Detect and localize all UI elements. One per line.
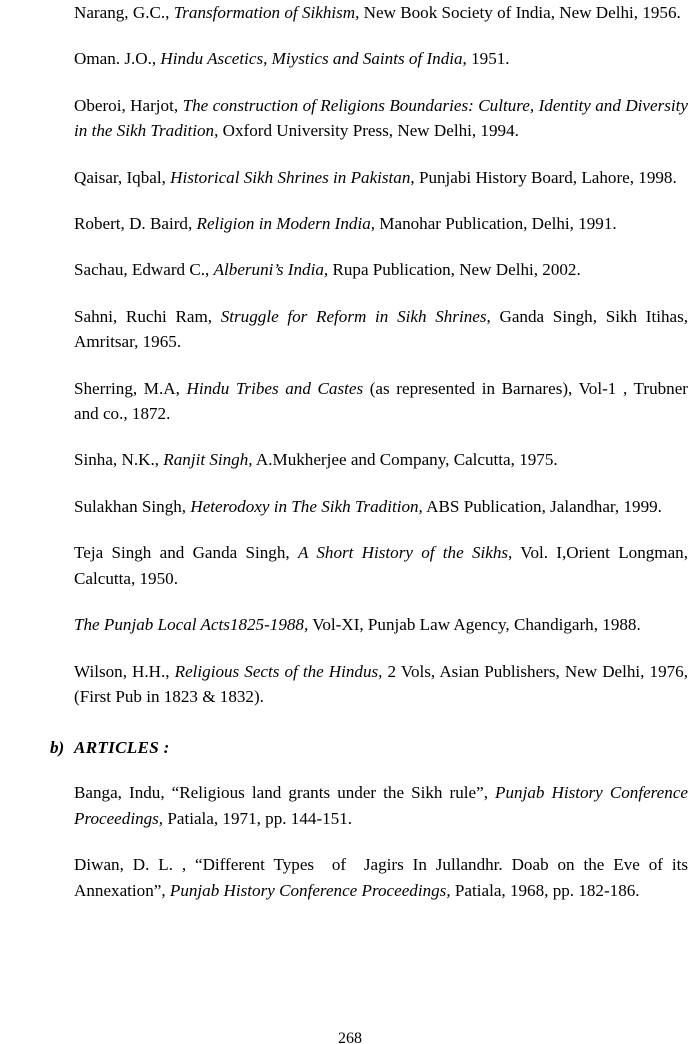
bibliography-entry-punjab-acts [74,612,688,637]
entry-publication: , 1951. [462,49,510,69]
entry-author: Wilson, H.H., [74,661,175,681]
entry-publication: Rupa Publication, New Delhi, 2002. [328,260,581,280]
entry-author: Teja Singh and Ganda Singh, [74,543,298,563]
entry-title: Ranjit Singh, [163,450,253,470]
entry-author: Oman. J.O., [74,49,161,69]
entry-title: The construction of Religions Boundaries: Culture, Identity and Diversity in the Sikh Tradition [74,95,693,141]
section-list-marker: b) [50,738,65,758]
entry-title: Alberuni’s India, [213,260,329,280]
bibliography-entry-sahni [74,304,692,355]
entry-title: Heterodoxy in The Sikh Tradition, [190,496,423,516]
entry-title: Punjab History Conference Proceedings, [74,783,693,828]
page-number: 268 [338,1030,362,1044]
entry-publication: A.Mukherjee and Company, Calcutta, 1975. [252,450,558,470]
entry-author: Narang, G.C., [74,3,174,22]
section-title-articles: ARTICLES : [74,738,170,758]
entry-author: Sahni, Ruchi Ram, [74,306,221,326]
bibliography-entry-sinha [74,447,688,472]
bibliography-entry-sulakhan [74,494,688,519]
bibliography-entry-banga [74,780,693,831]
bibliography-entry-diwan [74,852,692,903]
bibliography-entry-teja-singh [74,540,693,591]
entry-title: Hindu Ascetics, Miystics and Saints of India [160,49,463,69]
entry-title: Struggle for Reform in Sikh Shrines [220,306,487,326]
entry-author: Sinha, N.K., [74,450,164,470]
entry-author: Diwan, D. L. , “Different Types of Jagirs In Jullandhr. Doab on the Eve of its Annexation”, [74,855,692,900]
entry-author: Sachau, Edward C., [74,260,214,280]
entry-publication: , Ganda Singh, Sikh Itihas, Amritsar, 1965. [74,306,692,352]
entry-author: Robert, D. Baird, [74,214,197,234]
entry-publication: Patiala, 1971, pp. 144-151. [163,808,353,828]
bibliography-content [50,0,693,903]
entry-author: Oberoi, Harjot, [74,95,183,115]
entry-author: Sulakhan Singh, [74,496,191,516]
entry-title: Transformation of Sikhism, [173,3,360,22]
entry-author: Sherring, M.A, [74,378,187,398]
bibliography-entry-qaisar [74,165,688,190]
entry-publication: Manohar Publication, Delhi, 1991. [375,214,617,234]
bibliography-entry-oman [74,46,688,71]
entry-publication: (as represented in Barnares), Vol-1 , Trubner and co., 1872. [74,378,693,424]
entry-publication: , Punjabi History Board, Lahore, 1998. [410,167,677,187]
entry-author: Banga, Indu, “Religious land grants under the Sikh rule”, [74,783,496,803]
bibliography-entry-narang [74,0,688,25]
entry-title: The Punjab Local Acts1825-1988, [74,615,309,635]
entry-publication: Patiala, 1968, pp. 182-186. [450,880,640,900]
entry-title: A Short History of the Sikhs, [297,543,513,563]
entry-title: Hindu Tribes and Castes [186,378,364,398]
bibliography-entry-sherring [74,376,693,427]
entry-publication: Vol-XI, Punjab Law Agency, Chandigarh, 1988. [308,615,641,635]
entry-publication: ABS Publication, Jalandhar, 1999. [422,496,662,516]
entry-publication: , Oxford University Press, New Delhi, 1994. [214,121,519,141]
entry-author: Qaisar, Iqbal, [74,167,171,187]
entry-title: Historical Sikh Shrines in Pakistan [170,167,411,187]
entry-publication: 2 Vols, Asian Publishers, New Delhi, 1976, (First Pub in 1823 & 1832). [74,661,693,706]
bibliography-entry-sachau [74,257,688,282]
bibliography-entry-oberoi [74,93,693,144]
entry-publication: Vol. I,Orient Longman, Calcutta, 1950. [74,543,693,588]
entry-title: Religious Sects of the Hindus, [174,661,383,681]
bibliography-entry-robert [74,211,688,236]
entry-title: Punjab History Conference Proceedings, [169,880,451,900]
entry-title: Religion in Modern India, [196,214,376,234]
articles-section-heading [50,735,688,760]
entry-publication: New Book Society of India, New Delhi, 1956. [359,3,681,22]
bibliography-entry-wilson [74,659,693,710]
